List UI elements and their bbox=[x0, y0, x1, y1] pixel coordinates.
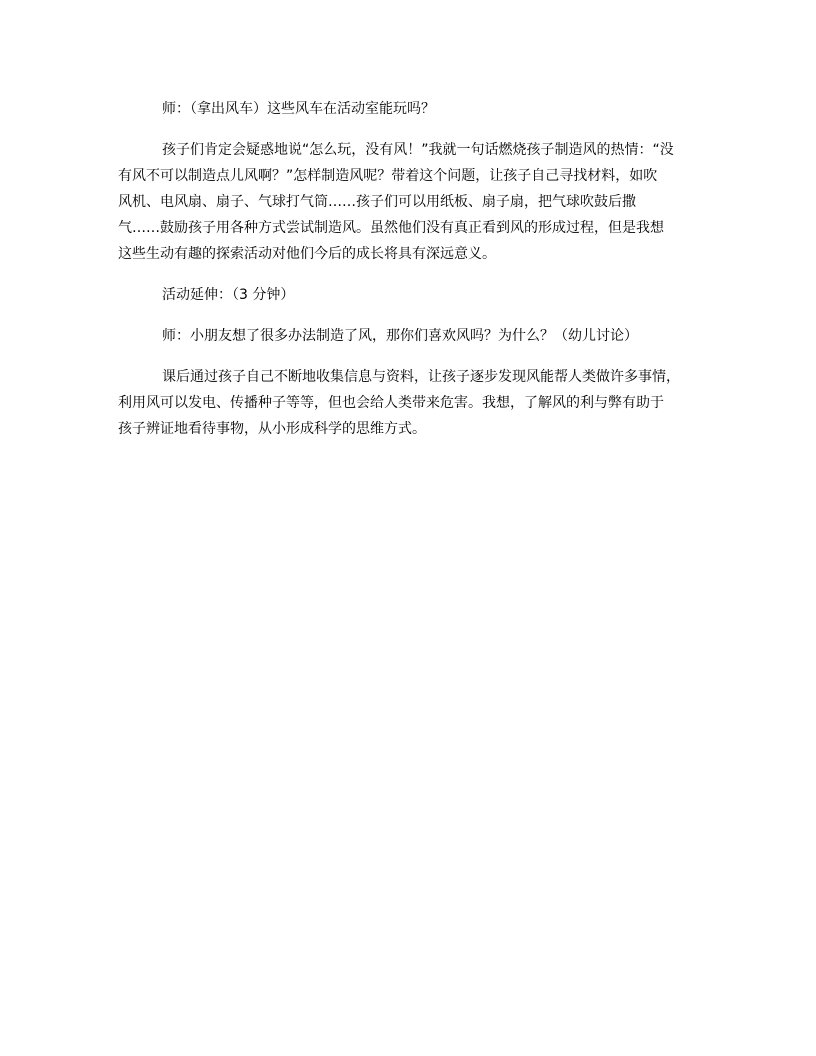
paragraph-line: 风机、电风扇、扇子、气球打气筒……孩子们可以用纸板、扇子扇，把气球吹鼓后撒 bbox=[118, 194, 636, 210]
paragraph-line: 利用风可以发电、传播种子等等，但也会给人类带来危害。我想，了解风的利与弊有助于 bbox=[118, 395, 664, 411]
paragraph-activity-extension bbox=[118, 282, 696, 308]
paragraph-line: 活动延伸：（3 分钟） bbox=[162, 287, 295, 303]
paragraph-teacher-question bbox=[118, 96, 696, 122]
paragraph-line: 师：小朋友想了很多办法制造了风，那你们喜欢风吗？为什么？（幼儿讨论） bbox=[162, 328, 638, 344]
paragraph-teacher-discussion bbox=[118, 323, 696, 349]
paragraph-line: 孩子们肯定会疑惑地说“怎么玩，没有风！”我就一句话燃烧孩子制造风的热情：“没 bbox=[162, 142, 674, 158]
paragraph-after-class bbox=[118, 364, 696, 442]
paragraph-line: 有风不可以制造点儿风啊？”怎样制造风呢？带着这个问题，让孩子自己寻找材料，如吹 bbox=[118, 168, 658, 184]
paragraph-line: 孩子辨证地看待事物，从小形成科学的思维方式。 bbox=[118, 421, 426, 437]
paragraph-line: 课后通过孩子自己不断地收集信息与资料，让孩子逐步发现风能帮人类做许多事情， bbox=[162, 369, 680, 385]
paragraph-make-wind bbox=[118, 137, 696, 267]
paragraph-line: 师：（拿出风车）这些风车在活动室能玩吗？ bbox=[162, 101, 435, 117]
paragraph-line: 这些生动有趣的探索活动对他们今后的成长将具有深远意义。 bbox=[118, 246, 496, 262]
paragraph-line: 气……鼓励孩子用各种方式尝试制造风。虽然他们没有真正看到风的形成过程，但是我想 bbox=[118, 220, 664, 236]
document-body bbox=[118, 96, 696, 457]
